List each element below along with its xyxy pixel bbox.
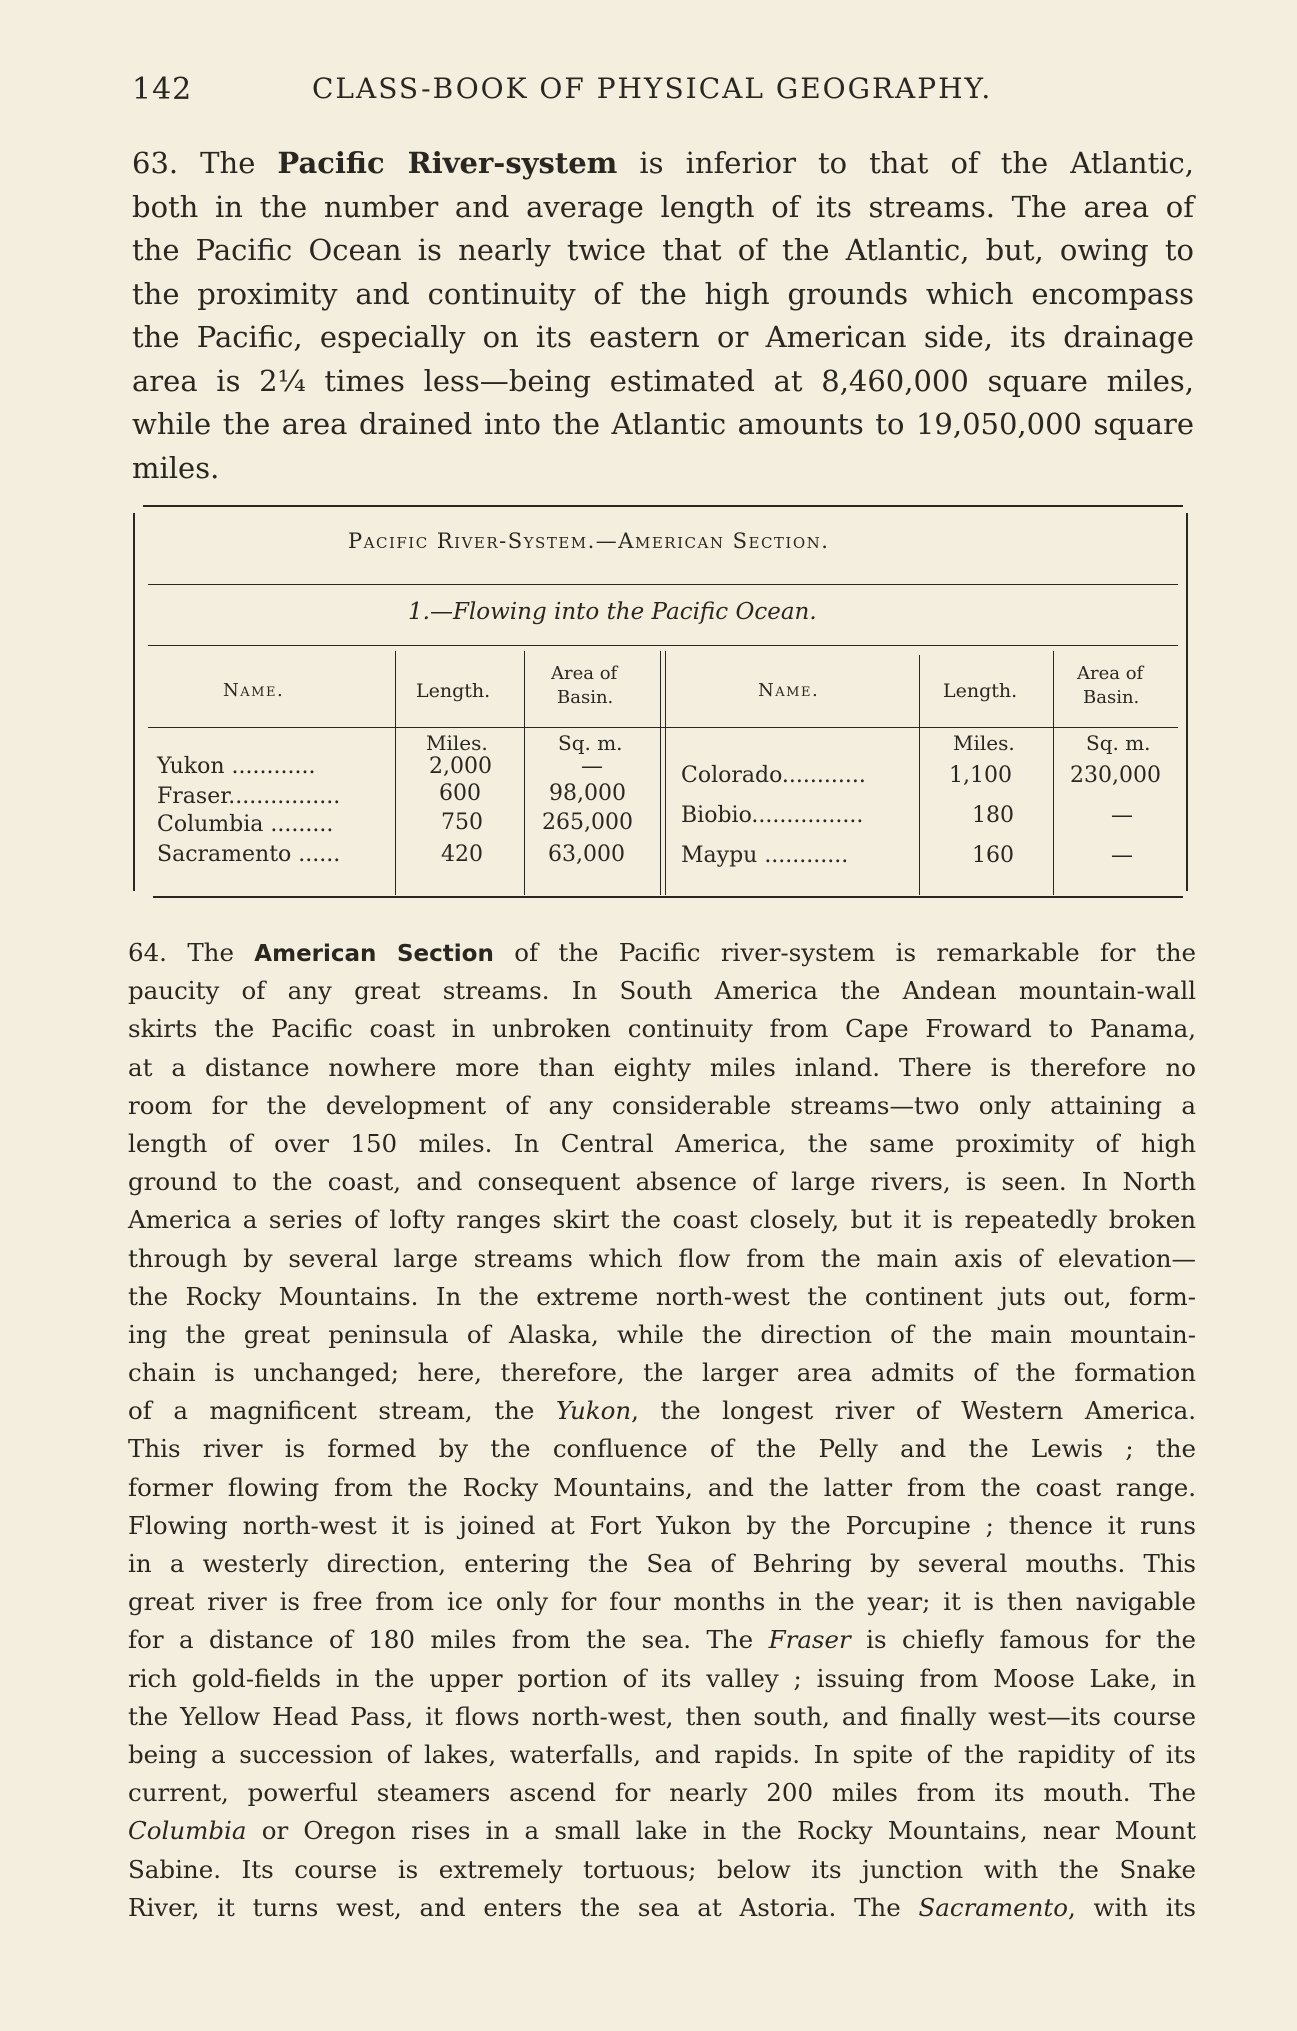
text-line: both in the number and average length of its streams. The area of — [132, 189, 1194, 224]
river-length: 180 — [972, 803, 1014, 828]
river-length: 750 — [441, 810, 483, 835]
units-sqm-2: Sq. m. — [1086, 731, 1151, 755]
text-line: 63. The Pacific River-system is inferior to that of the Atlantic, — [132, 146, 1194, 180]
col-rule — [524, 651, 525, 895]
text-line: This river is formed by the confluence of the Pelly and the Lewis ; the — [128, 1434, 1196, 1464]
river-name: Colorado............ — [681, 763, 866, 788]
col-rule — [919, 655, 920, 895]
river-name: Columbia ......... — [157, 812, 334, 837]
bold-term: American Section — [254, 941, 494, 967]
text-line: while the area drained into the Atlantic amounts to 19,050,000 square — [132, 407, 1194, 441]
paragraph-64 — [128, 934, 1196, 1927]
table-left-rule — [133, 513, 135, 891]
title-rule — [148, 584, 1178, 585]
text-line: at a distance nowhere more than eighty miles inland. There is therefore no — [128, 1052, 1196, 1082]
text-line: miles. — [132, 450, 220, 485]
text-line: room for the development of any considerable streams—two only attaining a — [128, 1090, 1196, 1120]
italic-term: Sacramento — [918, 1892, 1068, 1922]
text-line: Columbia or Oregon rises in a small lake in the Rocky Mountains, near Mount — [128, 1816, 1196, 1846]
header-name: Name. — [223, 680, 285, 701]
header-length: Length. — [416, 680, 491, 702]
header-area-line2: Basin. — [557, 687, 614, 708]
text-line: skirts the Pacific coast in unbroken continuity from Cape Froward to Panama, — [128, 1014, 1196, 1044]
subtitle-rule — [148, 645, 1178, 646]
text-line: rich gold-fields in the upper portion of its valley ; issuing from Moose Lake, in — [128, 1663, 1196, 1693]
river-length: 420 — [441, 842, 483, 867]
river-name: Biobio................ — [681, 803, 864, 828]
text-line: length of over 150 miles. In Central America, the same proximity of high — [128, 1128, 1196, 1158]
river-length: 1,100 — [949, 763, 1012, 788]
text-line: the Yellow Head Pass, it flows north-west, then south, and finally west—its course — [128, 1701, 1196, 1731]
col-rule — [1053, 651, 1054, 895]
text-line: the proximity and continuity of the high grounds which encompass — [132, 276, 1194, 311]
header-name-2: Name. — [758, 680, 820, 701]
units-miles-2: Miles. — [953, 731, 1015, 755]
river-area: — — [1111, 843, 1133, 868]
paragraph-63 — [132, 142, 1194, 490]
bold-term: Pacific River-system — [277, 146, 618, 180]
text-line: through by several large streams which flow from the main axis of elevation— — [128, 1243, 1196, 1273]
river-length: 600 — [439, 781, 481, 806]
river-area: 63,000 — [548, 842, 625, 867]
river-table — [133, 505, 1187, 899]
col-rule — [395, 651, 396, 895]
table-top-rule — [143, 505, 1183, 507]
header-area-2-line2: Basin. — [1083, 687, 1140, 708]
text-line: Sabine. Its course is extremely tortuous; below its junction with the Snake — [128, 1854, 1196, 1884]
river-length: 2,000 — [429, 754, 492, 779]
text-line: area is 2¼ times less—being estimated at 8,460,000 square miles, — [132, 363, 1194, 398]
text-line: Flowing north-west it is joined at Fort Yukon by the Porcupine ; thence it runs — [128, 1510, 1196, 1540]
col-rule-double — [660, 651, 661, 895]
running-head-title: CLASS-BOOK OF PHYSICAL GEOGRAPHY. — [312, 72, 993, 105]
page-number: 142 — [132, 72, 193, 107]
italic-term: Fraser — [768, 1625, 851, 1655]
text-line: former flowing from the Rocky Mountains, and the latter from the coast range. — [128, 1472, 1196, 1502]
col-rule-double — [665, 651, 666, 895]
table-bottom-rule — [153, 896, 1183, 898]
river-area: — — [581, 754, 603, 779]
text-line: current, powerful steamers ascend for nearly 200 miles from its mouth. The — [128, 1778, 1196, 1808]
text-line: being a succession of lakes, waterfalls, and rapids. In spite of the rapidity of its — [128, 1739, 1196, 1769]
header-area-2-line1: Area of — [1077, 663, 1144, 684]
table-right-rule — [1186, 513, 1188, 891]
text-line: paucity of any great streams. In South America the Andean mountain-wall — [128, 976, 1196, 1006]
text-line: chain is unchanged; here, therefore, the larger area admits of the formation — [128, 1358, 1196, 1388]
header-rule — [148, 727, 1178, 728]
river-name: Yukon ............ — [157, 754, 316, 779]
units-sqm: Sq. m. — [558, 731, 623, 755]
text-line: the Pacific Ocean is nearly twice that of the Atlantic, but, owing to — [132, 233, 1194, 267]
river-length: 160 — [972, 843, 1014, 868]
text-line: for a distance of 180 miles from the sea. The Fraser is chiefly famous for the — [128, 1625, 1197, 1655]
river-name: Sacramento ...... — [157, 842, 341, 867]
text-line: the Rocky Mountains. In the extreme north-west the continent juts out, form- — [128, 1281, 1196, 1311]
river-area: 98,000 — [549, 781, 626, 806]
text-line: the Pacific, especially on its eastern or American side, its drainage — [132, 320, 1194, 354]
text-line: in a westerly direction, entering the Sea of Behring by several mouths. This — [128, 1549, 1196, 1578]
river-name: Fraser................ — [157, 784, 341, 809]
river-area: — — [1111, 803, 1133, 828]
header-area-line1: Area of — [551, 663, 618, 684]
river-name: Maypu ............ — [681, 843, 849, 868]
running-head — [132, 72, 1192, 112]
river-area: 230,000 — [1070, 763, 1161, 788]
text-line: 64. The American Section of the Pacific river-system is remarkable for the — [128, 938, 1196, 967]
header-length-2: Length. — [943, 680, 1018, 702]
text-line: River, it turns west, and enters the sea at Astoria. The Sacramento, with its — [128, 1892, 1196, 1922]
italic-term: Yukon — [555, 1396, 632, 1426]
text-line: ground to the coast, and consequent absence of large rivers, is seen. In North — [128, 1167, 1196, 1197]
units-miles: Miles. — [426, 731, 488, 755]
italic-term: Columbia — [128, 1816, 247, 1846]
text-line: ing the great peninsula of Alaska, while the direction of the main mountain- — [128, 1319, 1196, 1349]
text-line: America a series of lofty ranges skirt the coast closely, but it is repeatedly broken — [128, 1205, 1196, 1235]
text-line: great river is free from ice only for four months in the year; it is then navigable — [128, 1587, 1196, 1617]
river-area: 265,000 — [542, 810, 633, 835]
text-line: of a magnificent stream, the Yukon, the longest river of Western America. — [128, 1396, 1196, 1426]
table-subtitle: 1.—Flowing into the Pacific Ocean. — [408, 599, 817, 625]
table-title: Pacific River-System.—American Section. — [348, 529, 830, 553]
